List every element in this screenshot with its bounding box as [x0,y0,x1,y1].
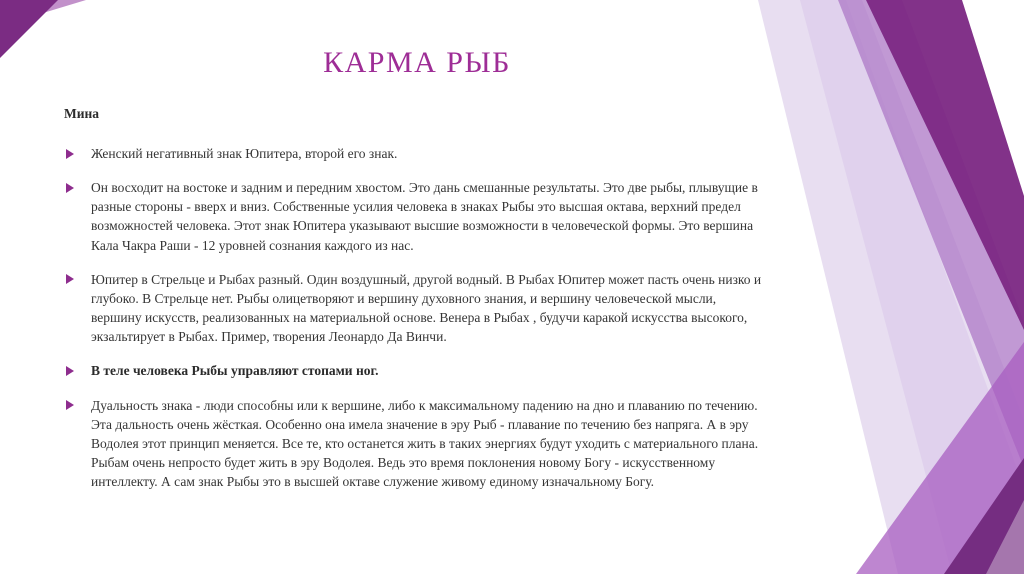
bullet-text: Юпитер в Стрельце и Рыбах разный. Один воздушный, другой водный. В Рыбах Юпитер может пасть очень низко и глубоко. В Стрельце нет. Рыбы олицетворяют и вершину духовного знания, и вершину человеческой мысли, вершину искусств, реализованных на материальной основе. Венера в Рыбах , будучи каракой искусства высокого, экзальтирует в Рыбах. Пример, творения Леонардо Да Винчи. [91,271,762,345]
bullet-triangle-icon [66,183,74,193]
decor-band-dark-icon [866,0,1024,330]
bullet-text: В теле человека Рыбы управляют стопами ног. [91,363,379,379]
bullet-triangle-icon [66,366,74,376]
bullet-triangle-icon [66,149,74,159]
slide-subtitle: Мина [64,106,100,121]
bullet-triangle-icon [66,274,74,284]
bullet-list [64,144,764,491]
bullet-text: Дуальность знака - люди способны или к вершине, либо к максимальному падению на дно и плаванию по течению. Эта дальность очень жёсткая. Особенно она имела значение в эру Рыб - плавание по течению без напряга. А в эру Водолея этот принцип меняется. Все те, кто останется жить в таких энергиях будут уходить с материального плана. Рыбам очень непросто будет жить в эру Водолея. Ведь это время поклонения новому Богу - искусственному интеллекту. А сам знак Рыбы это в высшей октаве служение живому единому изначальному Богу. [91,397,759,490]
decor-corner-medium-icon [856,342,1024,574]
bullet-item [64,396,764,492]
bullet-text: Он восходит на востоке и задним и передним хвостом. Это дань смешанные результаты. Это две рыбы, плывущие в разные стороны - вверх и вниз. Собственные усилия человека в знаках Рыбы это высшая октава, верхний предел возможностей человека. Этот знак Юпитера указывают высшие возможности в человеческой формы. Это вершина Кала Чакра Раши - 12 уровней сознания каждого из нас. [91,180,758,253]
bullet-item [64,144,764,163]
bullet-item [64,270,764,347]
slide-title: КАРМА РЫБ [323,46,511,79]
decor-band-lighter-icon [800,0,1024,574]
decor-corner-highlight-icon [986,500,1024,574]
decor-band-pale-icon [758,0,1024,574]
decor-band-medium-icon [838,0,1024,468]
bullet-text: Женский негативный знак Юпитера, второй его знак. [91,146,398,161]
bullet-triangle-icon [66,400,74,410]
decor-corner-dark-icon [944,458,1024,574]
bullet-item [64,178,764,255]
bullet-item [64,361,764,380]
